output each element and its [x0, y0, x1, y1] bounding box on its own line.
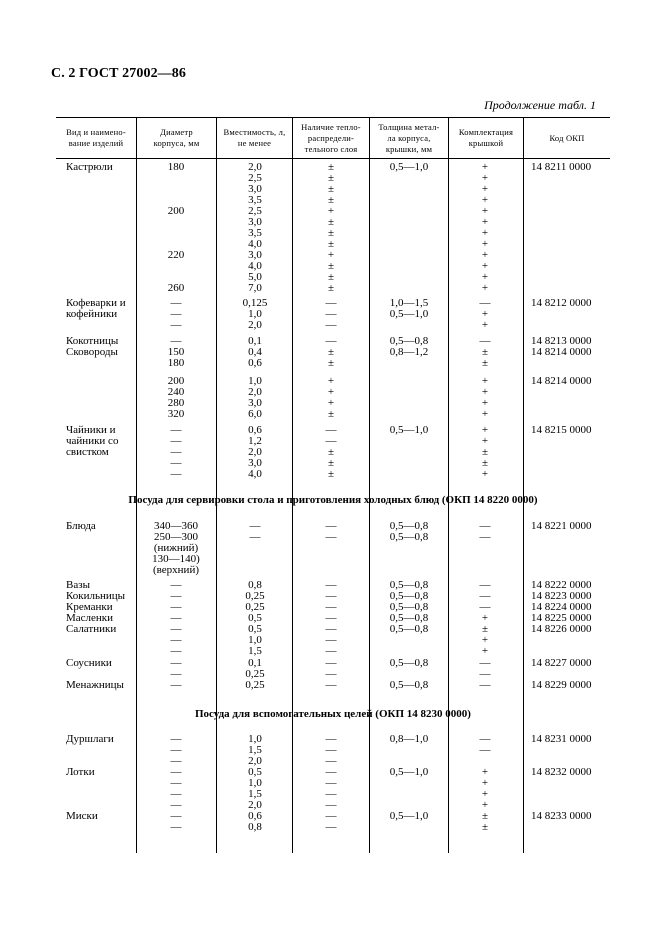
cell-lid: +: [481, 183, 489, 195]
cell-lid: +: [481, 319, 489, 331]
cell-lid: —: [479, 531, 491, 543]
column-header-lid: Комплектация крышкой: [458, 127, 514, 148]
cell-diameter: —: [170, 579, 182, 591]
table-row: [0, 554, 661, 565]
cell-heat-layer: —: [325, 623, 337, 635]
cell-heat-layer: —: [325, 657, 337, 669]
cell-diameter: —: [170, 308, 182, 320]
cell-lid: +: [481, 205, 489, 217]
cell-capacity: 2,0: [248, 799, 262, 811]
cell-diameter: 220: [167, 249, 185, 261]
cell-lid: +: [481, 375, 489, 387]
cell-lid: ±: [481, 457, 489, 469]
cell-capacity: 3,0: [248, 249, 262, 261]
cell-heat-layer: —: [325, 424, 337, 436]
cell-thickness: 0,5—0,8: [389, 579, 429, 591]
cell-lid: +: [481, 172, 489, 184]
cell-diameter: —: [170, 733, 182, 745]
cell-heat-layer: —: [325, 777, 337, 789]
cell-heat-layer: ±: [327, 346, 335, 358]
column-header-okp-code: Код ОКП: [549, 132, 585, 143]
cell-name: Кокотницы: [66, 335, 119, 347]
cell-heat-layer: —: [325, 579, 337, 591]
cell-capacity: 2,0: [248, 755, 262, 767]
cell-capacity: 1,5: [248, 788, 262, 800]
cell-lid: +: [481, 161, 489, 173]
cell-capacity: —: [249, 531, 261, 543]
cell-capacity: 1,2: [248, 435, 262, 447]
cell-lid: —: [479, 657, 491, 669]
table-row: [0, 646, 661, 657]
cell-capacity: 0,25: [245, 679, 265, 691]
cell-lid: ±: [481, 623, 489, 635]
cell-lid: —: [479, 679, 491, 691]
cell-capacity: 4,0: [248, 238, 262, 250]
cell-capacity: 2,0: [248, 319, 262, 331]
cell-capacity: 0,1: [248, 657, 262, 669]
cell-okp-code: 14 8223 0000: [531, 590, 592, 602]
cell-heat-layer: —: [325, 634, 337, 646]
cell-lid: —: [479, 733, 491, 745]
cell-heat-layer: ±: [327, 282, 335, 294]
cell-capacity: 0,1: [248, 335, 262, 347]
cell-lid: +: [481, 308, 489, 320]
cell-heat-layer: ±: [327, 468, 335, 480]
cell-heat-layer: ±: [327, 183, 335, 195]
table-continuation-label: Продолжение табл. 1: [484, 98, 596, 112]
cell-heat-layer: —: [325, 297, 337, 309]
cell-thickness: 0,5—0,8: [389, 601, 429, 613]
cell-heat-layer: ±: [327, 457, 335, 469]
cell-heat-layer: —: [325, 645, 337, 657]
cell-heat-layer: ±: [327, 260, 335, 272]
cell-capacity: 0,125: [242, 297, 268, 309]
cell-heat-layer: ±: [327, 194, 335, 206]
cell-capacity: 1,0: [248, 634, 262, 646]
cell-heat-layer: —: [325, 590, 337, 602]
cell-heat-layer: ±: [327, 172, 335, 184]
cell-heat-layer: +: [327, 397, 335, 409]
cell-capacity: 0,6: [248, 424, 262, 436]
cell-capacity: 6,0: [248, 408, 262, 420]
cell-thickness: 0,5—1,0: [389, 161, 429, 173]
cell-capacity: 3,0: [248, 216, 262, 228]
cell-capacity: 0,8: [248, 579, 262, 591]
cell-diameter: 130—140): [152, 553, 200, 565]
cell-okp-code: 14 8221 0000: [531, 520, 592, 532]
cell-capacity: 2,5: [248, 172, 262, 184]
cell-okp-code: 14 8233 0000: [531, 810, 592, 822]
table-row: [0, 358, 661, 369]
cell-capacity: 3,5: [248, 227, 262, 239]
cell-lid: ±: [481, 821, 489, 833]
cell-diameter: 320: [167, 408, 185, 420]
cell-capacity: 1,5: [248, 645, 262, 657]
cell-capacity: 0,4: [248, 346, 262, 358]
cell-thickness: 0,5—0,8: [389, 531, 429, 543]
cell-lid: —: [479, 744, 491, 756]
cell-diameter: —: [170, 468, 182, 480]
cell-heat-layer: —: [325, 335, 337, 347]
cell-lid: +: [481, 766, 489, 778]
cell-diameter: 200: [167, 205, 185, 217]
cell-lid: +: [481, 397, 489, 409]
cell-capacity: 0,8: [248, 821, 262, 833]
table-row: [0, 320, 661, 331]
cell-lid: +: [481, 216, 489, 228]
cell-diameter: —: [170, 777, 182, 789]
cell-lid: +: [481, 645, 489, 657]
cell-name: Дуршлаги: [66, 733, 114, 745]
cell-lid: +: [481, 194, 489, 206]
cell-heat-layer: —: [325, 601, 337, 613]
cell-thickness: 0,5—1,0: [389, 766, 429, 778]
cell-okp-code: 14 8213 0000: [531, 335, 592, 347]
cell-heat-layer: ±: [327, 238, 335, 250]
cell-heat-layer: —: [325, 744, 337, 756]
cell-capacity: 1,0: [248, 733, 262, 745]
cell-heat-layer: ±: [327, 357, 335, 369]
cell-thickness: 0,5—1,0: [389, 810, 429, 822]
cell-lid: —: [479, 297, 491, 309]
cell-diameter: —: [170, 634, 182, 646]
cell-lid: +: [481, 282, 489, 294]
cell-diameter: —: [170, 601, 182, 613]
table-row: [0, 283, 661, 294]
cell-diameter: —: [170, 788, 182, 800]
cell-diameter: —: [170, 623, 182, 635]
cell-diameter: 250—300: [154, 531, 198, 543]
cell-heat-layer: +: [327, 375, 335, 387]
table-row: [0, 680, 661, 691]
cell-heat-layer: ±: [327, 271, 335, 283]
cell-capacity: 1,0: [248, 375, 262, 387]
cell-lid: +: [481, 227, 489, 239]
cell-heat-layer: —: [325, 766, 337, 778]
cell-diameter: —: [170, 755, 182, 767]
cell-capacity: 0,6: [248, 810, 262, 822]
cell-capacity: 0,5: [248, 766, 262, 778]
cell-lid: —: [479, 335, 491, 347]
cell-lid: —: [479, 590, 491, 602]
cell-thickness: 0,5—0,8: [389, 520, 429, 532]
table-row: [0, 409, 661, 420]
cell-heat-layer: ±: [327, 227, 335, 239]
cell-lid: +: [481, 386, 489, 398]
cell-name: чайники со: [66, 435, 119, 447]
cell-diameter: 150: [167, 346, 185, 358]
cell-heat-layer: —: [325, 612, 337, 624]
section-heading-serving: Посуда для сервировки стола и приготовления холодных блюд (ОКП 14 8220 0000): [128, 494, 538, 506]
cell-diameter: —: [170, 821, 182, 833]
cell-name: Менажницы: [66, 679, 124, 691]
cell-name: Соусники: [66, 657, 112, 669]
cell-lid: —: [479, 668, 491, 680]
cell-diameter: 240: [167, 386, 185, 398]
table-row: [0, 822, 661, 833]
cell-heat-layer: ±: [327, 161, 335, 173]
cell-diameter: —: [170, 645, 182, 657]
cell-heat-layer: +: [327, 386, 335, 398]
table-row: [0, 469, 661, 480]
column-header-diameter: Диаметр корпуса, мм: [153, 127, 200, 148]
cell-capacity: 5,0: [248, 271, 262, 283]
column-header-thickness: Толщина метал- ла корпуса, крышки, мм: [378, 121, 440, 154]
cell-lid: ±: [481, 357, 489, 369]
cell-lid: —: [479, 520, 491, 532]
cell-diameter: 280: [167, 397, 185, 409]
cell-name: Сковороды: [66, 346, 118, 358]
cell-capacity: 3,0: [248, 397, 262, 409]
cell-name: кофейники: [66, 308, 118, 320]
cell-lid: —: [479, 601, 491, 613]
cell-heat-layer: —: [325, 308, 337, 320]
cell-heat-layer: —: [325, 755, 337, 767]
cell-capacity: 0,25: [245, 601, 265, 613]
cell-heat-layer: —: [325, 733, 337, 745]
cell-diameter: 200: [167, 375, 185, 387]
column-header-capacity: Вместимость, л, не менее: [223, 127, 286, 148]
cell-name: Салатники: [66, 623, 117, 635]
cell-heat-layer: ±: [327, 446, 335, 458]
column-header-name: Вид и наимено- вание изделий: [66, 127, 126, 148]
cell-name: Блюда: [66, 520, 96, 532]
cell-capacity: 3,0: [248, 183, 262, 195]
table-row: [0, 543, 661, 554]
cell-okp-code: 14 8224 0000: [531, 601, 592, 613]
cell-name: Кофеварки и: [66, 297, 126, 309]
cell-lid: +: [481, 612, 489, 624]
cell-okp-code: 14 8232 0000: [531, 766, 592, 778]
cell-diameter: 260: [167, 282, 185, 294]
cell-diameter: 180: [167, 161, 185, 173]
cell-diameter: —: [170, 612, 182, 624]
cell-heat-layer: ±: [327, 216, 335, 228]
cell-lid: ±: [481, 810, 489, 822]
cell-capacity: 1,0: [248, 777, 262, 789]
cell-diameter: (нижний): [153, 542, 199, 554]
cell-lid: +: [481, 468, 489, 480]
cell-okp-code: 14 8227 0000: [531, 657, 592, 669]
cell-lid: —: [479, 579, 491, 591]
cell-lid: +: [481, 238, 489, 250]
cell-diameter: —: [170, 590, 182, 602]
cell-diameter: —: [170, 424, 182, 436]
cell-capacity: 4,0: [248, 260, 262, 272]
cell-heat-layer: —: [325, 788, 337, 800]
cell-diameter: —: [170, 668, 182, 680]
cell-heat-layer: —: [325, 520, 337, 532]
cell-capacity: 0,6: [248, 357, 262, 369]
cell-heat-layer: ±: [327, 408, 335, 420]
cell-diameter: —: [170, 446, 182, 458]
cell-lid: +: [481, 408, 489, 420]
cell-heat-layer: —: [325, 799, 337, 811]
cell-capacity: —: [249, 520, 261, 532]
cell-diameter: —: [170, 297, 182, 309]
cell-okp-code: 14 8214 0000: [531, 346, 592, 358]
cell-name: Лотки: [66, 766, 95, 778]
cell-okp-code: 14 8212 0000: [531, 297, 592, 309]
cell-lid: +: [481, 788, 489, 800]
cell-thickness: 0,8—1,2: [389, 346, 429, 358]
cell-thickness: 0,5—0,8: [389, 623, 429, 635]
cell-heat-layer: —: [325, 810, 337, 822]
cell-thickness: 0,5—1,0: [389, 424, 429, 436]
cell-diameter: —: [170, 319, 182, 331]
table-row: [0, 532, 661, 543]
cell-diameter: (верхний): [153, 564, 199, 576]
cell-thickness: 0,5—0,8: [389, 335, 429, 347]
cell-diameter: —: [170, 810, 182, 822]
cell-capacity: 0,25: [245, 590, 265, 602]
cell-okp-code: 14 8225 0000: [531, 612, 592, 624]
cell-name: Кастрюли: [66, 161, 113, 173]
cell-capacity: 0,5: [248, 612, 262, 624]
cell-lid: +: [481, 424, 489, 436]
cell-capacity: 7,0: [248, 282, 262, 294]
cell-thickness: 0,5—0,8: [389, 657, 429, 669]
cell-capacity: 2,0: [248, 161, 262, 173]
cell-name: Чайники и: [66, 424, 116, 436]
cell-diameter: —: [170, 766, 182, 778]
cell-name: Креманки: [66, 601, 113, 613]
cell-diameter: —: [170, 657, 182, 669]
cell-diameter: —: [170, 435, 182, 447]
cell-capacity: 3,5: [248, 194, 262, 206]
cell-lid: ±: [481, 446, 489, 458]
page-header: С. 2 ГОСТ 27002—86: [51, 66, 186, 81]
cell-okp-code: 14 8222 0000: [531, 579, 592, 591]
cell-heat-layer: +: [327, 205, 335, 217]
column-header-heat-layer: Наличие тепло- распредели- тельного слоя: [301, 121, 361, 154]
cell-capacity: 0,25: [245, 668, 265, 680]
cell-okp-code: 14 8229 0000: [531, 679, 592, 691]
cell-capacity: 2,0: [248, 386, 262, 398]
cell-okp-code: 14 8211 0000: [531, 161, 592, 173]
cell-name: Вазы: [66, 579, 90, 591]
cell-capacity: 1,5: [248, 744, 262, 756]
cell-lid: +: [481, 799, 489, 811]
cell-diameter: 340—360: [154, 520, 198, 532]
cell-lid: +: [481, 634, 489, 646]
cell-heat-layer: +: [327, 249, 335, 261]
cell-capacity: 1,0: [248, 308, 262, 320]
cell-diameter: —: [170, 457, 182, 469]
cell-diameter: —: [170, 335, 182, 347]
table-header-rule: [56, 158, 610, 159]
cell-thickness: 0,5—0,8: [389, 590, 429, 602]
cell-lid: +: [481, 271, 489, 283]
cell-thickness: 0,5—0,8: [389, 612, 429, 624]
cell-thickness: 1,0—1,5: [389, 297, 429, 309]
cell-heat-layer: —: [325, 821, 337, 833]
cell-capacity: 2,0: [248, 446, 262, 458]
cell-heat-layer: —: [325, 435, 337, 447]
cell-lid: +: [481, 249, 489, 261]
cell-capacity: 2,5: [248, 205, 262, 217]
cell-name: Миски: [66, 810, 98, 822]
cell-diameter: —: [170, 799, 182, 811]
cell-lid: +: [481, 260, 489, 272]
cell-heat-layer: —: [325, 319, 337, 331]
cell-lid: +: [481, 435, 489, 447]
cell-capacity: 0,5: [248, 623, 262, 635]
cell-thickness: 0,8—1,0: [389, 733, 429, 745]
cell-diameter: —: [170, 679, 182, 691]
cell-heat-layer: —: [325, 668, 337, 680]
cell-okp-code: 14 8215 0000: [531, 424, 592, 436]
cell-lid: ±: [481, 346, 489, 358]
cell-okp-code: 14 8231 0000: [531, 733, 592, 745]
cell-okp-code: 14 8226 0000: [531, 623, 592, 635]
cell-okp-code: 14 8214 0000: [531, 375, 592, 387]
section-heading-auxiliary: Посуда для вспомогательных целей (ОКП 14 8230 0000): [195, 708, 471, 720]
cell-heat-layer: —: [325, 679, 337, 691]
cell-diameter: —: [170, 744, 182, 756]
cell-thickness: 0,5—0,8: [389, 679, 429, 691]
cell-diameter: 180: [167, 357, 185, 369]
cell-name: Масленки: [66, 612, 114, 624]
cell-heat-layer: —: [325, 531, 337, 543]
cell-thickness: 0,5—1,0: [389, 308, 429, 320]
cell-name: свистком: [66, 446, 109, 458]
cell-name: Кокильницы: [66, 590, 126, 602]
table-row: [0, 565, 661, 576]
cell-capacity: 3,0: [248, 457, 262, 469]
cell-capacity: 4,0: [248, 468, 262, 480]
cell-lid: +: [481, 777, 489, 789]
